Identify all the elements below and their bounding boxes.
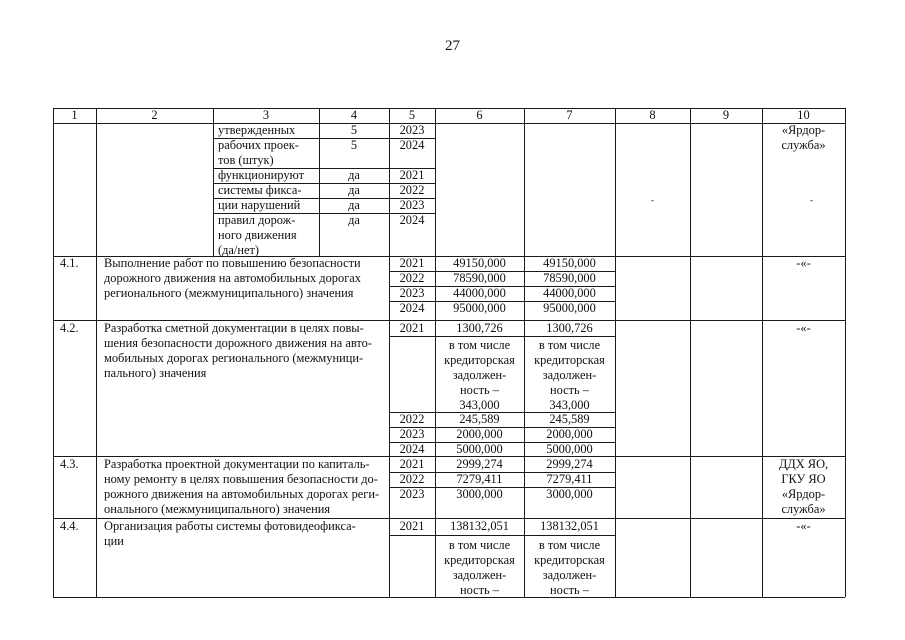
executor: -«-	[796, 321, 811, 335]
amount-cell: 95000,000	[543, 301, 596, 315]
year-cell: 2021	[399, 457, 425, 471]
amount-cell: 78590,000	[543, 271, 596, 285]
row-number: 4.3.	[60, 457, 79, 471]
col9-dash: -	[810, 195, 813, 205]
year-cell: 2023	[399, 286, 425, 300]
row-title: Организация работы системы фотовидеофикса- ции	[104, 519, 356, 548]
page-number: 27	[445, 38, 460, 54]
rule	[53, 108, 54, 597]
year-cell: 2023	[399, 198, 425, 212]
row-title: Разработка проектной документации по капиталь- ному ремонту в целях повышения безопасности до- рожного движения на автомобильных дорогах реги- онального (межмуниципального) значения	[104, 457, 380, 516]
column-header: 8	[649, 108, 656, 122]
amount-cell: 49150,000	[453, 256, 506, 270]
row-title: Выполнение работ по повышению безопасности дорожного движения на автомобильных дорогах регионального (межмуниципального) значения	[104, 256, 361, 300]
rule	[690, 108, 691, 597]
row-number: 4.1.	[60, 256, 79, 270]
column-header: 4	[350, 108, 358, 122]
debt-note: в том числе кредиторская задолжен- ность – 343,000	[444, 338, 515, 412]
debt-note: в том числе кредиторская задолжен- ность –	[534, 538, 605, 597]
amount-cell: 245,589	[549, 412, 590, 426]
amount-cell: 5000,000	[456, 442, 503, 456]
rule	[615, 108, 616, 597]
amount-cell: 2999,274	[546, 457, 593, 471]
year-cell: 2024	[399, 138, 425, 152]
year-cell: 2022	[399, 412, 425, 426]
year-cell: 2021	[399, 256, 425, 270]
column-header: 6	[476, 108, 483, 122]
indicator-value: 5	[350, 123, 358, 137]
amount-cell: 44000,000	[453, 286, 506, 300]
amount-cell: 3000,000	[546, 487, 593, 501]
col8-dash: -	[651, 195, 654, 205]
amount-cell: 2000,000	[546, 427, 593, 441]
rule	[53, 123, 845, 124]
year-cell: 2023	[399, 487, 425, 501]
amount-cell: 7279,411	[546, 472, 593, 486]
rule	[213, 108, 214, 256]
column-header: 7	[566, 108, 573, 122]
executor: -«-	[796, 519, 811, 533]
indicator-value: да	[348, 183, 360, 197]
amount-cell: 1300,726	[546, 321, 593, 335]
row-number: 4.4.	[60, 519, 79, 533]
indicator-value: да	[348, 198, 360, 212]
year-cell: 2023	[399, 123, 425, 137]
row-title: Разработка сметной документации в целях повы- шения безопасности дорожного движения на авто- мобильных дорогах регионального (межмуници- пального) значения	[104, 321, 372, 380]
rule	[845, 108, 846, 597]
year-cell: 2021	[399, 321, 425, 335]
year-cell: 2024	[399, 301, 425, 315]
debt-note: в том числе кредиторская задолжен- ность –	[444, 538, 515, 597]
year-cell: 2023	[399, 427, 425, 441]
amount-cell: 138132,051	[450, 519, 509, 533]
year-cell: 2022	[399, 472, 425, 486]
rule	[96, 108, 97, 597]
amount-cell: 3000,000	[456, 487, 503, 501]
indicator-value: 5	[350, 138, 358, 152]
year-cell: 2022	[399, 183, 425, 197]
rule	[389, 336, 615, 337]
column-header: 5	[408, 108, 416, 122]
year-cell: 2021	[399, 519, 425, 533]
year-cell: 2024	[399, 442, 425, 456]
rule	[389, 535, 615, 536]
amount-cell: 78590,000	[453, 271, 506, 285]
amount-cell: 2999,274	[456, 457, 503, 471]
amount-cell: 5000,000	[546, 442, 593, 456]
amount-cell: 1300,726	[456, 321, 503, 335]
column-header: 3	[262, 108, 270, 122]
executor: ДДХ ЯО, ГКУ ЯО «Ярдор- служба»	[778, 457, 829, 516]
year-cell: 2022	[399, 271, 425, 285]
indicator-text: утвержденных рабочих проек- тов (штук)	[218, 123, 299, 167]
column-header: 10	[797, 108, 810, 122]
year-cell: 2021	[399, 168, 425, 182]
indicator-value: да	[348, 168, 360, 182]
column-header: 2	[151, 108, 158, 122]
amount-cell: 2000,000	[456, 427, 503, 441]
amount-cell: 138132,051	[540, 519, 599, 533]
indicator-value: да	[348, 213, 360, 227]
indicator-text: функционируют системы фикса- ции нарушений правил дорож- ного движения (да/нет)	[218, 168, 305, 257]
executor: -«-	[796, 256, 811, 270]
column-header: 9	[722, 108, 730, 122]
amount-cell: 245,589	[459, 412, 500, 426]
amount-cell: 44000,000	[543, 286, 596, 300]
debt-note: в том числе кредиторская задолжен- ность – 343,000	[534, 338, 605, 412]
amount-cell: 7279,411	[456, 472, 503, 486]
year-cell: 2024	[399, 213, 425, 227]
amount-cell: 49150,000	[543, 256, 596, 270]
row-number: 4.2.	[60, 321, 79, 335]
amount-cell: 95000,000	[453, 301, 506, 315]
column-header: 1	[71, 108, 78, 122]
executor: «Ярдор- служба»	[781, 123, 826, 152]
